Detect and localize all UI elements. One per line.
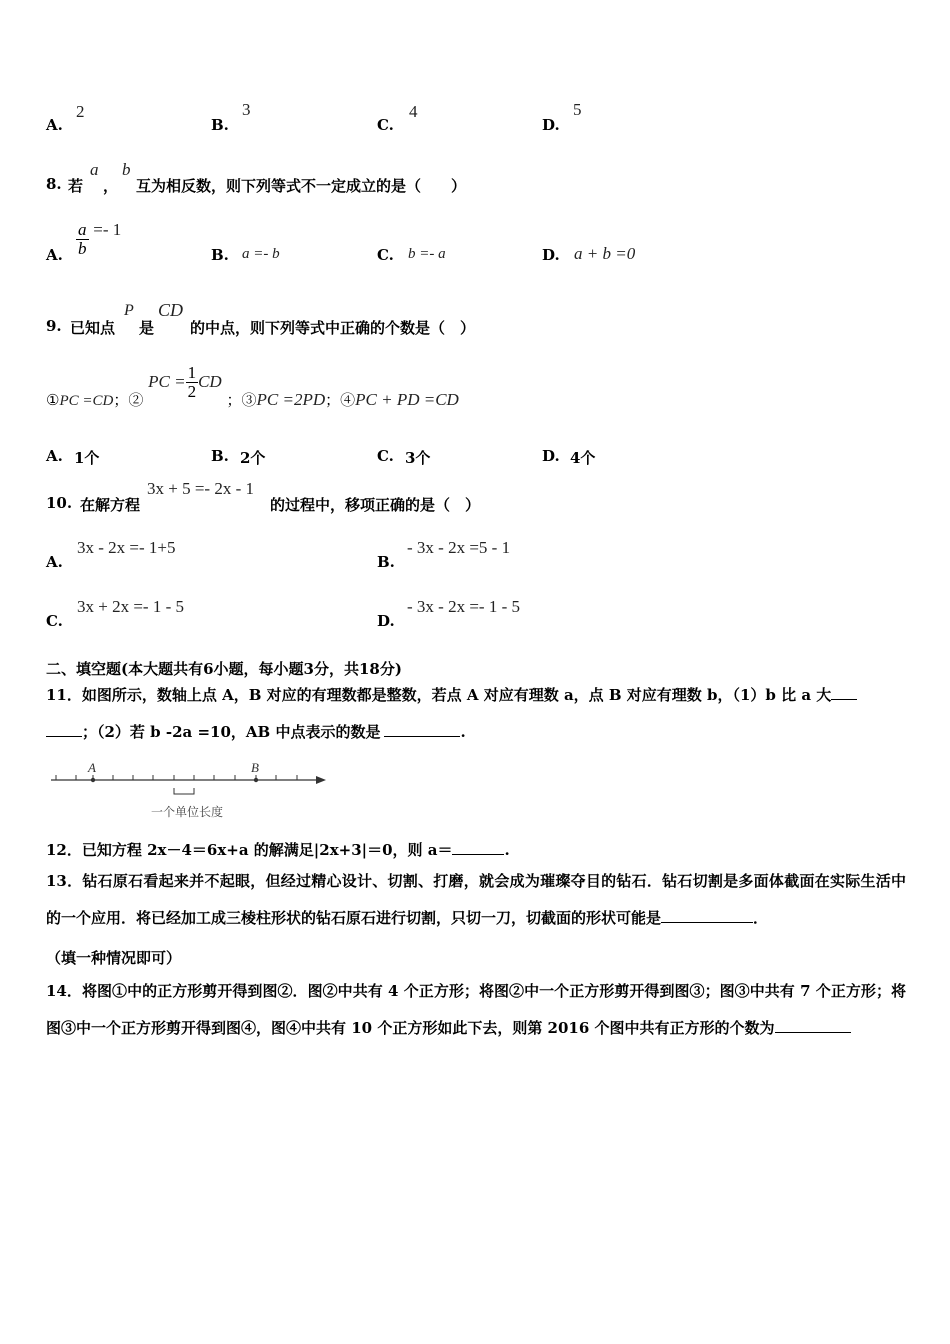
q9-option-a-value: 1个 <box>74 449 100 467</box>
q9-option-c-label: C. <box>377 447 394 465</box>
q9-option-d-label: D. <box>542 447 560 465</box>
q10-option-c-label: C. <box>46 612 63 630</box>
q14-blank[interactable] <box>775 1018 851 1033</box>
q8-var-b: b <box>122 160 131 179</box>
q9-segment-cd: CD <box>158 300 184 320</box>
q9-option-d-value: 4个 <box>570 449 596 467</box>
q9-option-a-label: A. <box>46 447 63 465</box>
point-b-dot <box>254 778 258 782</box>
q14-text: 14．将图①中的正方形剪开得到图②．图②中共有 4 个正方形；将图②中一个正方形剪开得到图③；图③中共有 7 个正方形；将图③中一个正方形剪开得到图④，图④中共有 10 个正方形如此下去，则第 2016 个图中共有正方形的个数为 <box>46 982 906 1037</box>
q10-option-d-label: D. <box>377 612 395 630</box>
q13-text: 13．钻石原石看起来并不起眼，但经过精心设计、切割、打磨，就会成为璀璨夺目的钻石．钻石切割是多面体截面在实际生活中的一个应用．将已经加工成三棱柱形状的钻石原石进行切割，只切一刀，切截面的形状可能是 <box>46 872 906 927</box>
q9-statement-2-denominator: 2 <box>187 382 197 401</box>
q12-blank[interactable] <box>452 840 504 855</box>
q8-option-c-expr: b =- a <box>408 246 446 262</box>
q7-option-a-value: 2 <box>76 102 85 121</box>
q9-option-b-label: B. <box>211 447 229 465</box>
q11-blank-1b[interactable] <box>46 722 82 737</box>
q10-option-b-label: B. <box>377 553 395 571</box>
q8-option-c-label: C. <box>377 246 394 264</box>
q13-paragraph <box>46 863 906 937</box>
q8-option-d-label: D. <box>542 246 560 264</box>
q8-option-d-expr: a + b =0 <box>574 244 636 263</box>
q9-separator-2: ；③ <box>226 391 257 409</box>
q9-circle-1: ① <box>46 391 60 409</box>
q8-text-2: 互为相反数，则下列等式不一定成立的是（ ） <box>136 177 467 195</box>
number-line-arrow <box>316 776 326 784</box>
q8-option-a-expr <box>76 220 121 258</box>
q7-option-a-label: A. <box>46 116 63 134</box>
q10-text-2: 的过程中，移项正确的是（ ） <box>270 496 481 514</box>
q8-option-a-label: A. <box>46 246 63 264</box>
q11-blank-2[interactable] <box>384 722 460 737</box>
q8-option-b-expr: a =- b <box>242 246 280 262</box>
q8-var-a: a <box>90 160 99 179</box>
section-2-title: 二、填空题(本大题共有6小题，每小题3分，共18分) <box>46 660 402 678</box>
q9-text-3: 的中点，则下列等式中正确的个数是（ ） <box>190 319 476 337</box>
point-a-dot <box>91 778 95 782</box>
q12-line <box>46 839 510 860</box>
q11-text-2: ；（2）若 b -2a =10，AB 中点表示的数是 <box>82 723 381 741</box>
point-a-label: A <box>88 760 96 775</box>
q12-end: . <box>504 841 510 859</box>
q9-statement-3: PC =2PD <box>256 390 326 409</box>
q7-option-b-label: B. <box>211 116 229 134</box>
number-line-figure <box>46 758 336 824</box>
q11-line-1 <box>46 684 857 705</box>
q13-blank[interactable] <box>661 908 753 923</box>
q9-separator-3: ；④ <box>325 391 356 409</box>
q8-comma: ， <box>103 177 119 195</box>
q9-statement-2-numerator: 1 <box>187 363 197 382</box>
q10-option-c-expr: 3x + 2x =- 1 - 5 <box>77 597 184 616</box>
q14-paragraph <box>46 973 906 1047</box>
q9-option-b-value: 2个 <box>240 449 266 467</box>
q10-option-a-expr: 3x - 2x =- 1+5 <box>77 538 176 557</box>
q8-option-a-denominator: b <box>78 238 87 258</box>
q10-option-d-expr: - 3x - 2x =- 1 - 5 <box>407 597 520 616</box>
q7-option-b-value: 3 <box>242 100 251 119</box>
q9-number: 9. <box>46 317 62 335</box>
unit-length-caption: 一个单位长度 <box>151 805 224 819</box>
q10-text-1: 在解方程 <box>80 496 141 514</box>
q11-line-2 <box>46 721 466 742</box>
q9-statement-2-fraction <box>186 364 199 401</box>
q13-end: ． <box>753 909 769 927</box>
q7-option-d-value: 5 <box>573 100 582 119</box>
point-b-label: B <box>251 760 259 775</box>
q8-option-a-fraction <box>76 221 89 258</box>
q9-statements <box>46 364 459 410</box>
q9-text-2: 是 <box>139 319 155 337</box>
q10-option-b-expr: - 3x - 2x =5 - 1 <box>407 538 511 557</box>
q8-option-b-label: B. <box>211 246 229 264</box>
q9-separator-1: ；② <box>113 391 144 409</box>
q10-equation: 3x + 5 =- 2x - 1 <box>147 479 254 498</box>
q7-option-c-label: C. <box>377 116 394 134</box>
q7-option-d-label: D. <box>542 116 560 134</box>
q8-option-a-rest: =- 1 <box>93 220 122 239</box>
q12-text: 12．已知方程 2x－4＝6x+a 的解满足|2x+3|＝0，则 a＝ <box>46 841 453 859</box>
q8-option-a-numerator: a <box>78 219 87 239</box>
q9-statement-4: PC + PD =CD <box>355 390 459 409</box>
q9-text-1: 已知点 <box>70 319 116 337</box>
q11-text-3: . <box>460 723 466 741</box>
q9-statement-1: PC =CD <box>59 393 114 409</box>
q10-number: 10. <box>46 494 73 512</box>
q9-statement-2-right: CD <box>198 372 222 391</box>
q7-option-c-value: 4 <box>409 102 418 121</box>
unit-bracket <box>174 788 194 794</box>
q9-option-c-value: 3个 <box>405 449 431 467</box>
q13-note: （填一种情况即可） <box>46 949 182 967</box>
q11-blank-1a[interactable] <box>831 685 857 700</box>
q9-var-p: P <box>124 302 134 319</box>
q10-option-a-label: A. <box>46 553 63 571</box>
q8-text-1: 若 <box>68 177 84 195</box>
q8-number: 8. <box>46 175 62 193</box>
q11-text-1: 11．如图所示，数轴上点 A，B 对应的有理数都是整数，若点 A 对应有理数 a，点 B 对应有理数 b，（1）b 比 a 大 <box>46 686 832 704</box>
q9-statement-2-left: PC = <box>148 372 186 391</box>
